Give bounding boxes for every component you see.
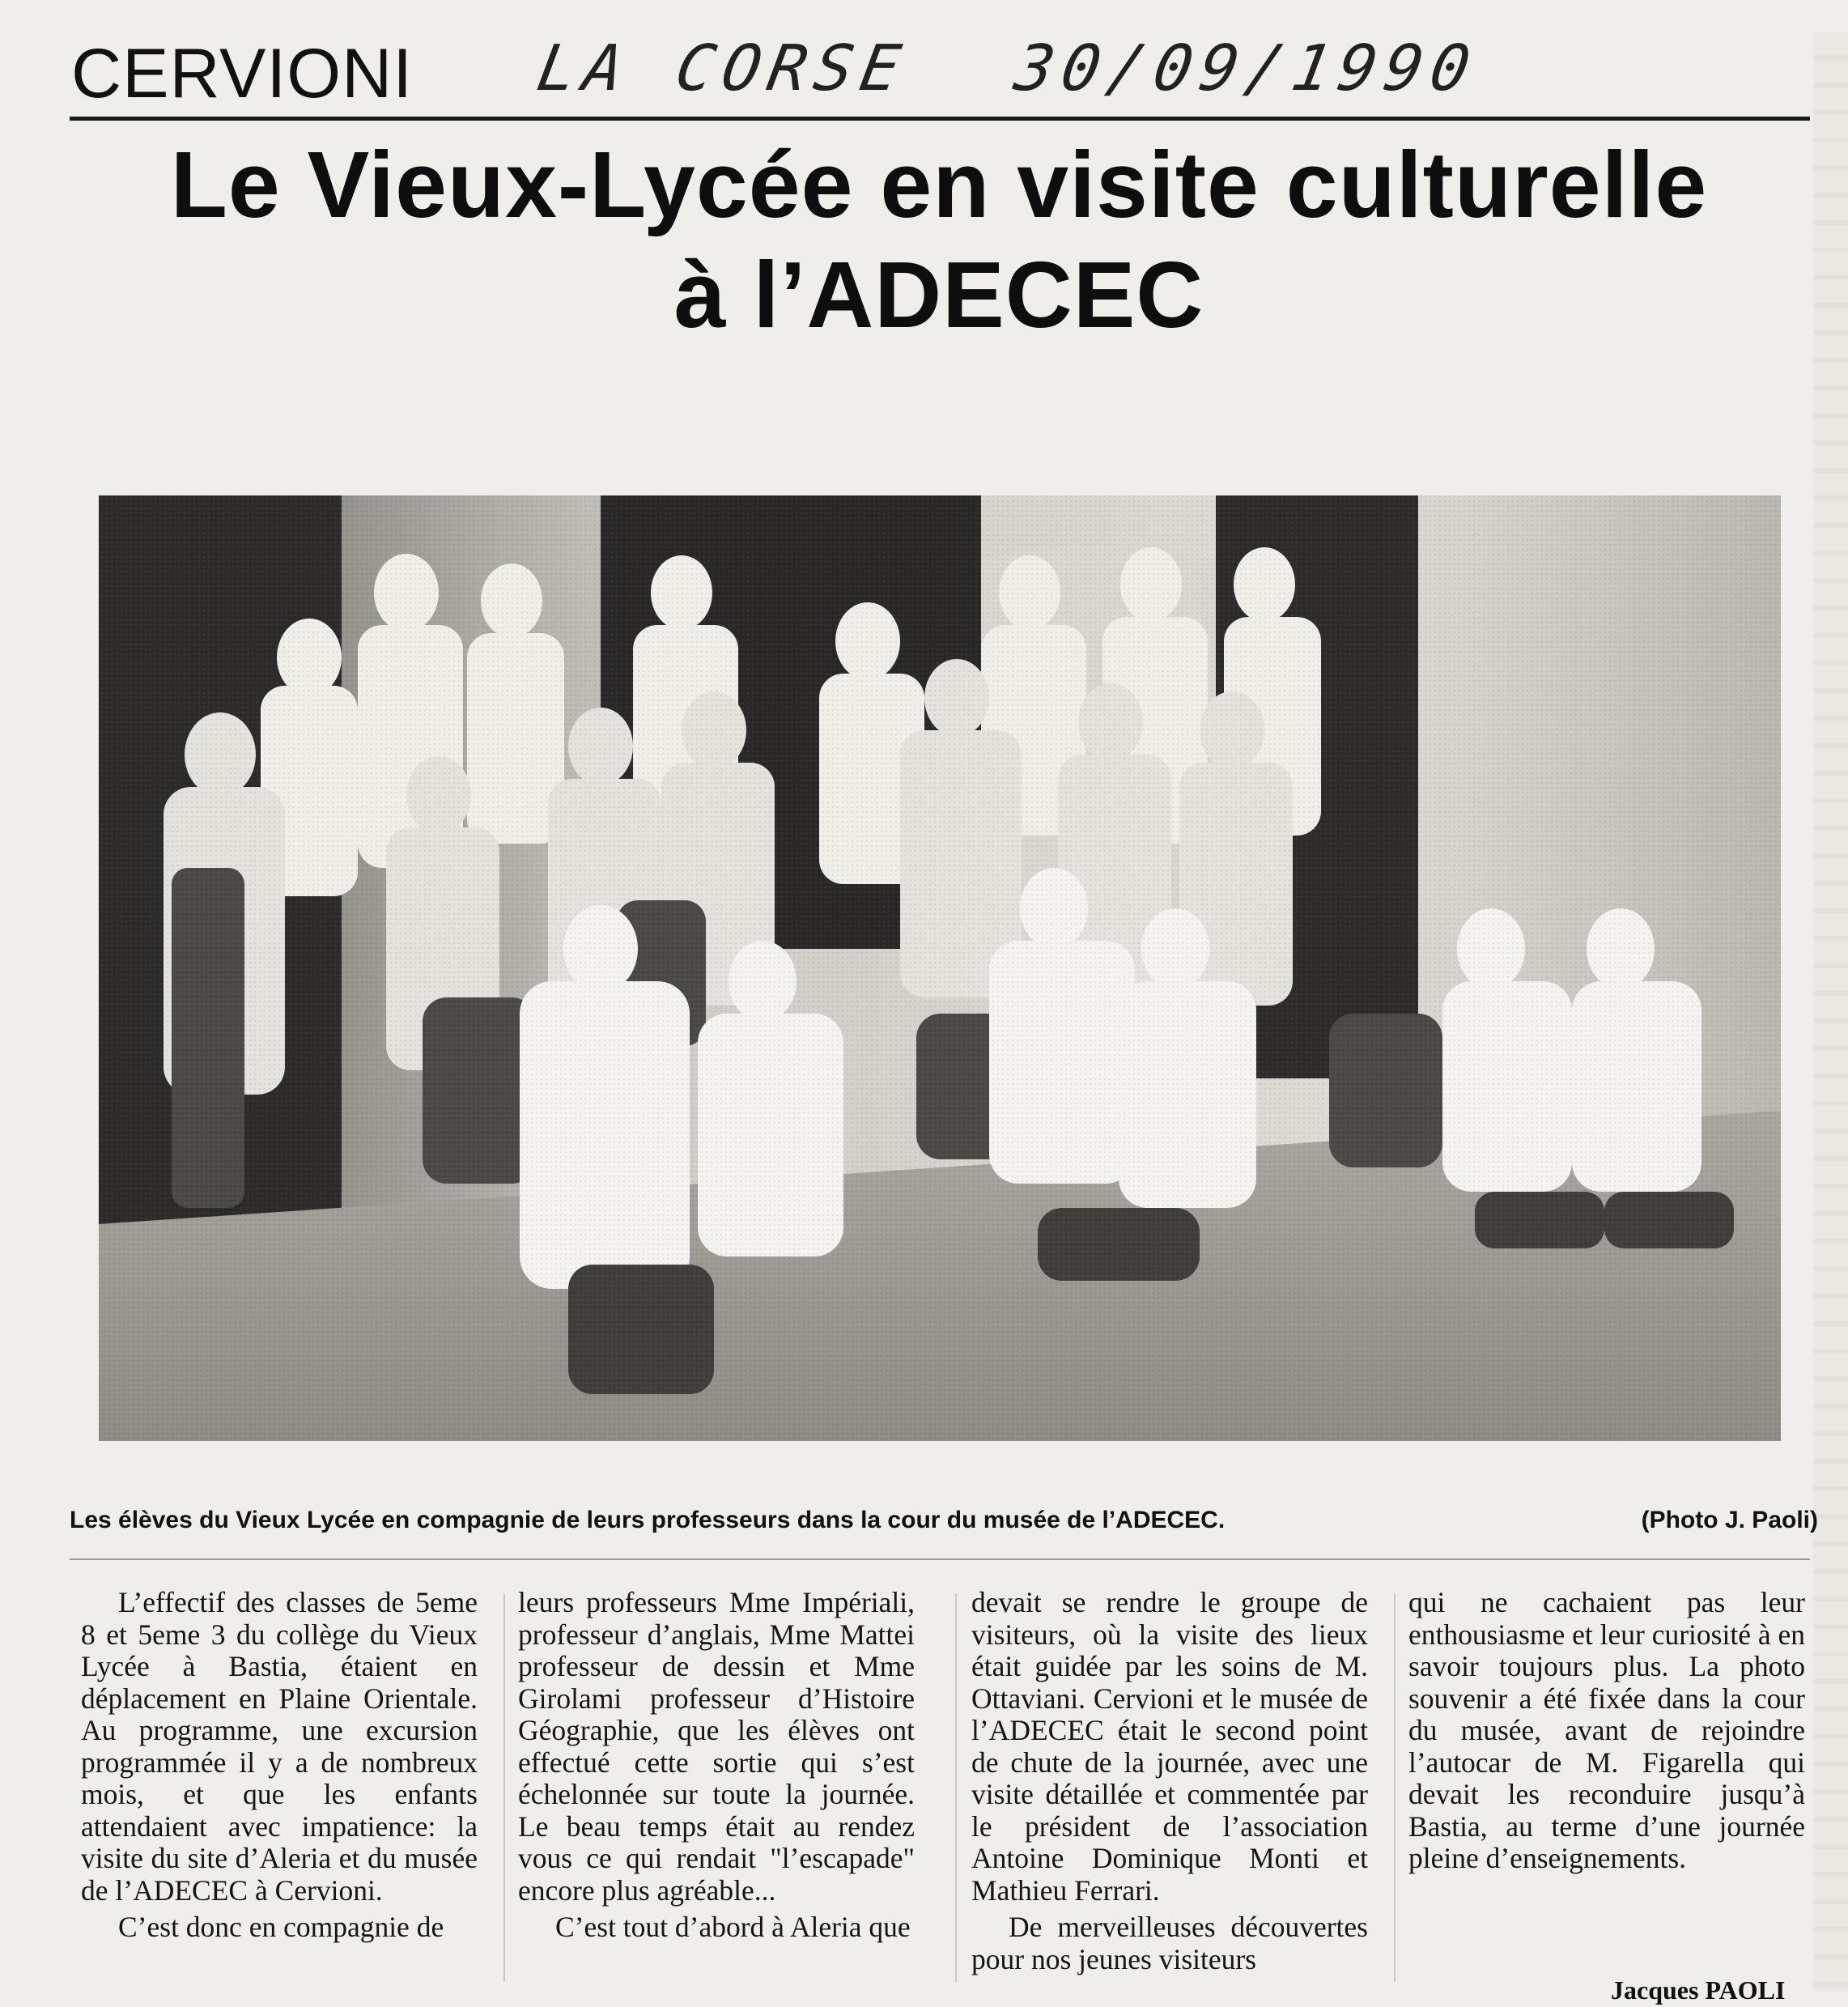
article-body	[81, 1587, 1821, 1975]
paragraph: C’est tout d’abord à Aleria que	[555, 1911, 911, 1943]
paragraph: C’est donc en compagnie de	[118, 1911, 444, 1943]
author-byline: Jacques PAOLI	[1611, 1975, 1786, 2005]
paragraph: devait se rendre le groupe de visiteurs, où la visite des lieux était guidée par les soins de M. Ottaviani. Cervioni et le musée de l’ADECEC était le second point de chute de la journée, avec une visite détaillée et commentée par le président de l’association Antoine Dominique Monti et Mathieu Ferrari.	[971, 1586, 1368, 1907]
paragraph: L’effectif des classes de 5eme 8 et 5eme 3 du collège du Vieux Lycée à Bastia, étaient en déplacement en Plaine Orientale. Au programme, une excursion programmée il y a de nombreux mois, et que les enfants attendaient avec impatience: la visite du site d’Aleria et du musée de l’ADECEC à Cervioni.	[81, 1586, 478, 1907]
article-column-4	[1408, 1587, 1805, 1875]
headline-line-1: Le Vieux-Lycée en visite culturelle	[170, 132, 1708, 237]
section-rule	[70, 117, 1810, 121]
article-column-2	[518, 1587, 915, 1944]
section-title: CERVIONI	[71, 35, 414, 113]
photo-credit: (Photo J. Paoli)	[1641, 1507, 1818, 1533]
handwritten-date: 30/09/1990	[1009, 32, 1484, 105]
group-photo	[99, 495, 1781, 1441]
paragraph: leurs professeurs Mme Impériali, professeur d’anglais, Mme Mattei professeur de dessin et Mme Girolami professeur d’Histoire Géographie, que les élèves ont effectué cette sortie qui s’est échelonnée sur toute la journée. Le beau temps était au rendez vous ce qui rendait "l’escapade" encore plus agréable...	[518, 1586, 915, 1907]
group-photo-illustration	[99, 495, 1781, 1441]
handwritten-newspaper-name: LA CORSE	[532, 32, 914, 105]
headline-line-2: à l’ADECEC	[673, 242, 1204, 347]
headline	[57, 130, 1820, 350]
photo-caption-row	[70, 1504, 1818, 1537]
paragraph: De merveilleuses découvertes pour nos jeunes visiteurs	[971, 1911, 1368, 1975]
paragraph: qui ne cachaient pas leur enthousiasme et leur curiosité à en savoir toujours plus. La photo souvenir a été fixée dans la cour du musée, avant de rejoindre l’autocar de M. Figarella qui devait les reconduire jusqu’à Bastia, au terme d’une journée pleine d’enseignements.	[1408, 1586, 1805, 1874]
photo-caption: Les élèves du Vieux Lycée en compagnie de leurs professeurs dans la cour du musée de l’ADECEC.	[70, 1507, 1226, 1533]
article-column-1	[81, 1587, 478, 1944]
caption-rule	[70, 1558, 1810, 1560]
article-column-3	[971, 1587, 1368, 1975]
